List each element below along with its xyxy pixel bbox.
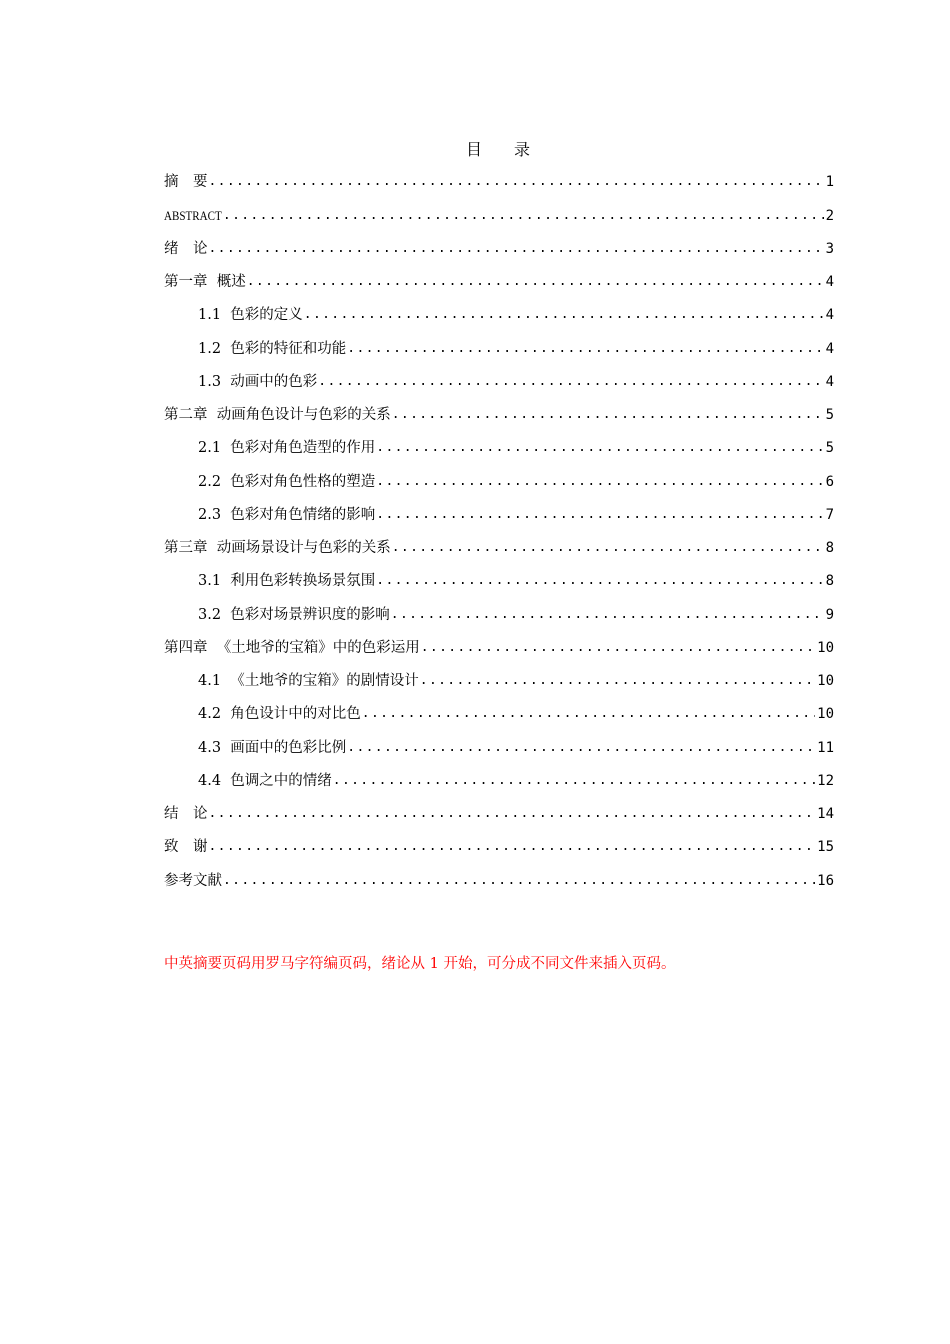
toc-leader-dots [304,302,824,328]
toc-entry-page: 9 [825,606,834,623]
toc-entry-label: 摘 要 [164,174,208,191]
toc-entry-page: 16 [817,872,834,889]
toc-leader-dots [391,602,824,628]
toc-entry-label: 2.3 色彩对角色情绪的影响 [198,506,376,523]
toc-entry-page: 10 [817,639,834,656]
toc-entry-page: 11 [817,739,834,756]
toc-entry-page: 10 [817,706,834,723]
toc-leader-dots [376,502,823,528]
toc-entry-section-2-3[interactable] [164,495,834,528]
pagination-note: 中英摘要页码用罗马字符编页码，绪论从 1 开始，可分成不同文件来插入页码。 [164,956,676,972]
toc-entry-section-2-2[interactable] [164,461,834,494]
toc-entry-section-4-3[interactable] [164,727,834,760]
toc-entry-section-1-3[interactable] [164,362,834,395]
toc-entry-page: 4 [825,373,834,390]
toc-leader-dots [421,635,815,661]
toc-entry-label: 2.1 色彩对角色造型的作用 [198,440,376,457]
toc-entry-page: 6 [825,473,834,490]
toc-entry-label: ABSTRACT [164,207,222,223]
toc-entry-label: 4.4 色调之中的情绪 [198,772,332,789]
toc-entry-chapter-3[interactable] [164,528,834,561]
toc-leader-dots [247,269,824,295]
toc-entry-label: 1.1 色彩的定义 [198,307,303,324]
toc-entry-label: 第一章 概述 [164,274,246,290]
toc-entry-label: 致 谢 [164,839,208,856]
toc-entry-page: 4 [825,340,834,357]
toc-entry-label: 4.1 《土地爷的宝箱》的剧情设计 [198,673,419,689]
toc-entry-page: 8 [825,573,834,590]
toc-entry-section-2-1[interactable] [164,428,834,461]
toc-entry-abstract-cn[interactable] [164,162,834,195]
toc-leader-dots [318,369,823,395]
toc-entry-page: 10 [817,673,834,689]
toc-leader-dots [209,801,816,827]
toc-leader-dots [362,701,815,727]
toc-entry-chapter-2[interactable] [164,395,834,428]
toc-entry-page: 3 [825,240,834,257]
toc-leader-dots [347,336,823,362]
toc-entry-section-4-1[interactable] [164,661,834,694]
toc-leader-dots [347,735,815,761]
toc-entry-section-4-2[interactable] [164,694,834,727]
toc-title: 目 录 [465,140,530,159]
toc-leader-dots [209,236,824,262]
toc-entry-introduction[interactable] [164,229,834,262]
toc-leader-dots [209,169,824,195]
table-of-contents [164,162,834,894]
toc-entry-abstract-en[interactable] [164,195,834,228]
toc-leader-dots [392,535,824,561]
toc-entry-label: 结 论 [164,806,208,822]
toc-entry-section-3-2[interactable] [164,594,834,627]
toc-leader-dots [376,469,823,495]
toc-entry-label: 3.1 利用色彩转换场景氛围 [198,573,376,590]
toc-entry-conclusion[interactable] [164,794,834,827]
toc-entry-label: 4.3 画面中的色彩比例 [198,739,347,756]
toc-leader-dots [392,402,824,428]
toc-entry-page: 7 [825,506,834,523]
toc-entry-page: 5 [825,440,834,457]
toc-leader-dots [223,203,824,229]
toc-entry-label: 第二章 动画角色设计与色彩的关系 [164,407,391,423]
toc-entry-references[interactable] [164,860,834,893]
toc-entry-page: 2 [825,207,834,224]
toc-entry-label: 第三章 动画场景设计与色彩的关系 [164,540,391,556]
toc-entry-page: 14 [817,806,834,822]
toc-entry-page: 4 [825,307,834,324]
toc-entry-label: 第四章 《土地爷的宝箱》中的色彩运用 [164,639,420,656]
toc-entry-section-1-1[interactable] [164,295,834,328]
toc-entry-section-4-4[interactable] [164,761,834,794]
toc-leader-dots [376,435,823,461]
toc-entry-page: 5 [825,407,834,423]
toc-entry-section-1-2[interactable] [164,328,834,361]
toc-entry-label: 4.2 角色设计中的对比色 [198,706,361,723]
toc-leader-dots [420,668,815,694]
toc-leader-dots [376,568,823,594]
toc-entry-label: 参考文献 [164,872,222,889]
toc-entry-page: 8 [825,540,834,556]
toc-entry-page: 1 [825,174,834,191]
toc-entry-page: 12 [817,772,834,789]
toc-entry-page: 4 [825,274,834,290]
toc-entry-label: 1.2 色彩的特征和功能 [198,340,347,357]
toc-entry-label: 1.3 动画中的色彩 [198,373,318,390]
toc-entry-page: 15 [817,839,834,856]
toc-entry-chapter-1[interactable] [164,262,834,295]
toc-entry-chapter-4[interactable] [164,628,834,661]
toc-entry-label: 3.2 色彩对场景辨识度的影响 [198,606,390,623]
toc-entry-acknowledgements[interactable] [164,827,834,860]
toc-leader-dots [333,768,815,794]
toc-entry-section-3-1[interactable] [164,561,834,594]
toc-entry-label: 2.2 色彩对角色性格的塑造 [198,473,376,490]
toc-leader-dots [209,834,816,860]
toc-leader-dots [223,868,815,894]
toc-entry-label: 绪 论 [164,240,208,257]
